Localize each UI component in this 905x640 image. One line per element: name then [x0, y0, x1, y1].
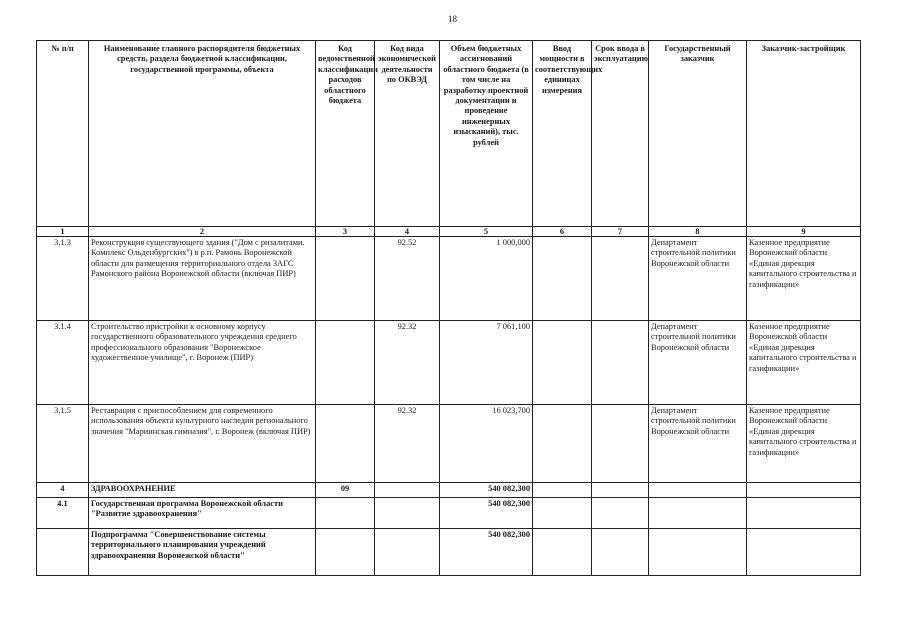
- col-header-term: Срок ввода в эксплуатацию: [592, 41, 649, 227]
- row-term: [592, 321, 649, 405]
- table-row: [37, 237, 861, 321]
- col-header-dept-code: Код ведомственной классификации расходов областного бюджета: [316, 41, 375, 227]
- row-okved: 92.32: [375, 405, 440, 483]
- row-developer: [747, 529, 861, 576]
- page-number: 18: [448, 14, 457, 24]
- row-dept-code: [316, 405, 375, 483]
- col-header-customer: Государственный заказчик: [649, 41, 747, 227]
- row-developer: [747, 498, 861, 529]
- row-number: 3.1.3: [37, 237, 89, 321]
- column-number-row: [37, 227, 861, 237]
- row-number: 3.1.5: [37, 405, 89, 483]
- row-capacity: [533, 237, 592, 321]
- col-header-number: № п/п: [37, 41, 89, 227]
- row-name: Реконструкция существующего здания ("Дом с ризалитами. Комплекс Ольденбургских") в р.п. Рамонь Воронежской области для размещения территориального отдела ЗАГС Рамонского района Воронежской области (включая ПИР): [89, 237, 316, 321]
- col-header-developer: Заказчик-застройщик: [747, 41, 861, 227]
- row-amount: 540 082,300: [440, 529, 533, 576]
- col-number: 9: [747, 227, 861, 237]
- header-row: [37, 41, 861, 227]
- row-number: 3.1.4: [37, 321, 89, 405]
- row-name: Реставрация с приспособлением для современного использования объекта культурного наследия регионального значения "Мариинская гимназия", г. Воронеж (включая ПИР): [89, 405, 316, 483]
- row-customer: [649, 529, 747, 576]
- table-row: [37, 405, 861, 483]
- row-dept-code: [316, 529, 375, 576]
- row-name: Строительство пристройки к основному корпусу государственного образовательного учреждения среднего профессионального образования "Воронежское художественное училище", г. Воронеж (ПИР): [89, 321, 316, 405]
- row-dept-code: [316, 498, 375, 529]
- budget-table: [36, 40, 861, 576]
- row-okved: [375, 529, 440, 576]
- row-dept-code: [316, 321, 375, 405]
- row-developer: [747, 483, 861, 498]
- row-term: [592, 498, 649, 529]
- row-dept-code: 09: [316, 483, 375, 498]
- row-customer: [649, 498, 747, 529]
- row-developer: Казенное предприятие Воронежской области «Единая дирекция капитального строительства и газификации»: [747, 405, 861, 483]
- row-amount: 16 023,700: [440, 405, 533, 483]
- row-okved: [375, 483, 440, 498]
- table-row: [37, 529, 861, 576]
- row-capacity: [533, 321, 592, 405]
- col-header-capacity: Ввод мощности в соответствующих единицах измерения: [533, 41, 592, 227]
- row-dept-code: [316, 237, 375, 321]
- row-number: 4.1: [37, 498, 89, 529]
- col-header-name: Наименование главного распорядителя бюджетных средств, раздела бюджетной классификации, государственной программы, объекта: [89, 41, 316, 227]
- col-number: 4: [375, 227, 440, 237]
- row-customer: [649, 483, 747, 498]
- row-amount: 540 082,300: [440, 498, 533, 529]
- col-number: 6: [533, 227, 592, 237]
- col-number: 2: [89, 227, 316, 237]
- row-capacity: [533, 529, 592, 576]
- row-capacity: [533, 498, 592, 529]
- table-row: [37, 321, 861, 405]
- row-name: ЗДРАВООХРАНЕНИЕ: [89, 483, 316, 498]
- row-okved: [375, 498, 440, 529]
- row-term: [592, 483, 649, 498]
- col-number: 1: [37, 227, 89, 237]
- row-name: Подпрограмма "Совершенствование системы территориального планирования учреждений здравоохранения Воронежской области": [89, 529, 316, 576]
- col-number: 8: [649, 227, 747, 237]
- row-amount: 540 082,300: [440, 483, 533, 498]
- table-row: [37, 498, 861, 529]
- row-number: [37, 529, 89, 576]
- row-amount: 7 061,100: [440, 321, 533, 405]
- row-okved: 92.32: [375, 321, 440, 405]
- col-header-okved: Код вида экономической деятельности по ОКВЭД: [375, 41, 440, 227]
- row-term: [592, 405, 649, 483]
- col-number: 5: [440, 227, 533, 237]
- col-header-amount: Объем бюджетных ассигнований областного бюджета (в том числе на разработку проектной документации и проведение инженерных изысканий), тыс. рублей: [440, 41, 533, 227]
- row-number: 4: [37, 483, 89, 498]
- row-amount: 1 000,000: [440, 237, 533, 321]
- col-number: 7: [592, 227, 649, 237]
- table-row: [37, 483, 861, 498]
- row-name: Государственная программа Воронежской области "Развитие здравоохранения": [89, 498, 316, 529]
- row-customer: Департамент строительной политики Воронежской области: [649, 405, 747, 483]
- row-term: [592, 529, 649, 576]
- row-developer: Казенное предприятие Воронежской области «Единая дирекция капитального строительства и газификации»: [747, 237, 861, 321]
- col-number: 3: [316, 227, 375, 237]
- row-okved: 92.52: [375, 237, 440, 321]
- row-term: [592, 237, 649, 321]
- row-developer: Казенное предприятие Воронежской области «Единая дирекция капитального строительства и газификации»: [747, 321, 861, 405]
- row-customer: Департамент строительной политики Воронежской области: [649, 321, 747, 405]
- row-customer: Департамент строительной политики Воронежской области: [649, 237, 747, 321]
- row-capacity: [533, 483, 592, 498]
- row-capacity: [533, 405, 592, 483]
